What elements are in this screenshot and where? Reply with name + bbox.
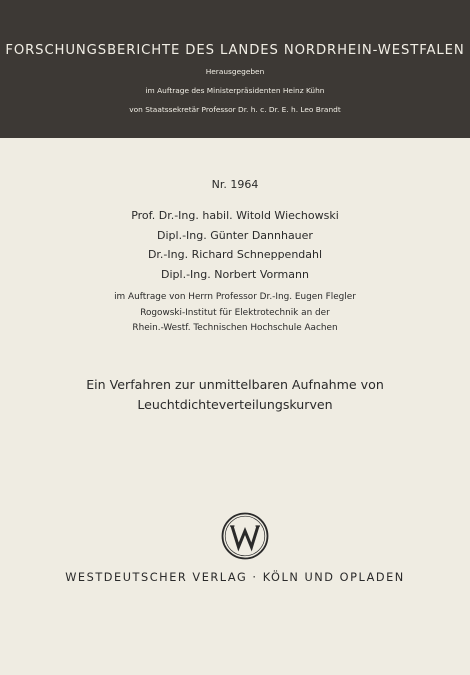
commission-line: im Auftrage des Ministerpräsidenten Heinz Kühn [145,86,325,95]
author-4: Dipl.-Ing. Norbert Vormann [161,267,309,281]
series-title: FORSCHUNGSBERICHTE DES LANDES NORDRHEIN-WESTFALEN [5,43,465,58]
institute-line-3: Rhein.-Westf. Technischen Hochschule Aachen [132,323,338,333]
publisher-imprint: WESTDEUTSCHER VERLAG · KÖLN UND OPLADEN [65,571,405,584]
editor-line: Herausgegeben [205,67,265,76]
author-3: Dr.-Ing. Richard Schneppendahl [147,248,323,261]
author-1: Prof. Dr.-Ing. habil. Witold Wiechowski [131,209,339,222]
institute-line-1: im Auftrage von Herrn Professor Dr.-Ing. Eugen Flegler [114,292,356,302]
author-2: Dipl.-Ing. Günter Dannhauer [157,228,313,242]
title-line-1: Ein Verfahren zur unmittelbaren Aufnahme von [86,377,384,392]
institute-line-2: Rogowski-Institut für Elektrotechnik an der [140,307,330,318]
publisher-logo-icon [220,511,270,561]
book-title [0,375,470,415]
author-list [0,206,470,284]
title-line-2: Leuchtdichteverteilungskurven [137,397,333,412]
secretary-line: von Staatssekretär Professor Dr. h. c. Dr. E. h. Leo Brandt [129,105,341,114]
report-number: Nr. 1964 [211,178,259,191]
institute-block [0,290,470,337]
series-header [0,0,470,138]
